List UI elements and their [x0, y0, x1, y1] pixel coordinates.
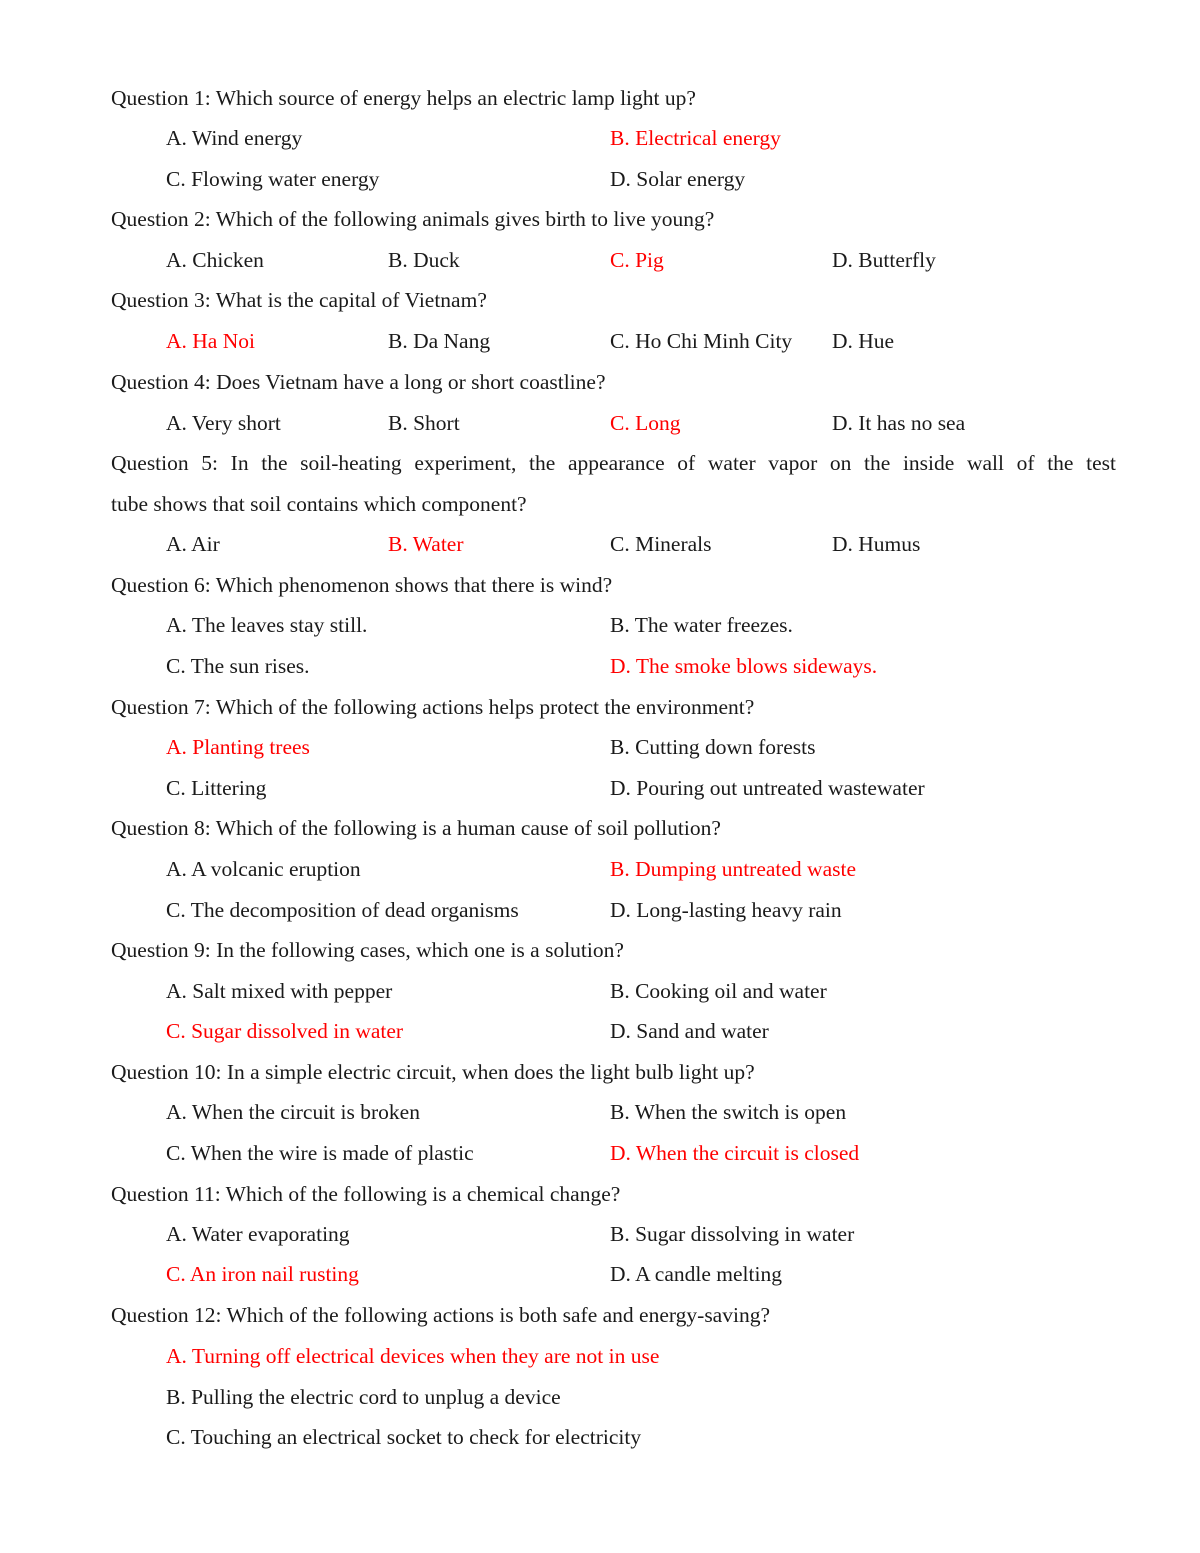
q11-option-d: D. A candle melting [610, 1262, 782, 1286]
q2-option-c-answer: C. Pig [610, 248, 664, 272]
q8-option-a: A. A volcanic eruption [166, 857, 361, 881]
q6-option-b: B. The water freezes. [610, 613, 793, 637]
q12-option-a-answer: A. Turning off electrical devices when they are not in use [166, 1344, 660, 1368]
q10-option-c: C. When the wire is made of plastic [166, 1141, 474, 1165]
q9-option-c-answer: C. Sugar dissolved in water [166, 1019, 404, 1043]
q7-option-b: B. Cutting down forests [610, 735, 816, 759]
q11-option-b: B. Sugar dissolving in water [610, 1222, 855, 1246]
question-4: Question 4: Does Vietnam have a long or short coastline? [111, 370, 606, 394]
q3-option-a-answer: A. Ha Noi [166, 329, 255, 353]
q9-option-b: B. Cooking oil and water [610, 979, 827, 1003]
q4-option-a: A. Very short [166, 411, 281, 435]
q5-option-a: A. Air [166, 532, 220, 556]
question-7: Question 7: Which of the following actions helps protect the environment? [111, 695, 755, 719]
q7-option-c: C. Littering [166, 776, 267, 800]
q11-option-c-answer: C. An iron nail rusting [166, 1262, 359, 1286]
q6-option-d-answer: D. The smoke blows sideways. [610, 654, 878, 678]
q8-option-d: D. Long-lasting heavy rain [610, 898, 842, 922]
q5-option-d: D. Humus [832, 532, 921, 556]
q3-option-d: D. Hue [832, 329, 895, 353]
question-2: Question 2: Which of the following animals gives birth to live young? [111, 207, 715, 231]
q11-option-a: A. Water evaporating [166, 1222, 350, 1246]
q1-option-d: D. Solar energy [610, 167, 746, 191]
question-8: Question 8: Which of the following is a human cause of soil pollution? [111, 816, 721, 840]
q2-option-a: A. Chicken [166, 248, 264, 272]
q4-option-d: D. It has no sea [832, 411, 966, 435]
q12-option-b: B. Pulling the electric cord to unplug a device [166, 1385, 561, 1409]
question-10: Question 10: In a simple electric circuit, when does the light bulb light up? [111, 1060, 755, 1084]
question-5-line-1: Question 5: In the soil-heating experiment, the appearance of water vapor on the inside wall of the test [111, 451, 1116, 475]
q2-option-b: B. Duck [388, 248, 460, 272]
q8-option-c: C. The decomposition of dead organisms [166, 898, 519, 922]
q2-option-d: D. Butterfly [832, 248, 936, 272]
q3-option-b: B. Da Nang [388, 329, 491, 353]
q6-option-a: A. The leaves stay still. [166, 613, 368, 637]
q8-option-b-answer: B. Dumping untreated waste [610, 857, 857, 881]
q1-option-c: C. Flowing water energy [166, 167, 380, 191]
q4-option-c-answer: C. Long [610, 411, 681, 435]
q5-option-c: C. Minerals [610, 532, 712, 556]
q6-option-c: C. The sun rises. [166, 654, 310, 678]
question-1: Question 1: Which source of energy helps an electric lamp light up? [111, 86, 696, 110]
q9-option-a: A. Salt mixed with pepper [166, 979, 393, 1003]
q1-option-a: A. Wind energy [166, 126, 303, 150]
question-9: Question 9: In the following cases, which one is a solution? [111, 938, 624, 962]
q7-option-d: D. Pouring out untreated wastewater [610, 776, 925, 800]
q10-option-a: A. When the circuit is broken [166, 1100, 420, 1124]
question-12: Question 12: Which of the following actions is both safe and energy-saving? [111, 1303, 770, 1327]
question-3: Question 3: What is the capital of Vietnam? [111, 288, 487, 312]
q12-option-c: C. Touching an electrical socket to check for electricity [166, 1425, 642, 1449]
q9-option-d: D. Sand and water [610, 1019, 769, 1043]
q5-option-b-answer: B. Water [388, 532, 464, 556]
q10-option-d-answer: D. When the circuit is closed [610, 1141, 860, 1165]
question-6: Question 6: Which phenomenon shows that there is wind? [111, 573, 613, 597]
q7-option-a-answer: A. Planting trees [166, 735, 310, 759]
q3-option-c: C. Ho Chi Minh City [610, 329, 793, 353]
question-5-line-2: tube shows that soil contains which component? [111, 492, 527, 516]
q10-option-b: B. When the switch is open [610, 1100, 847, 1124]
q4-option-b: B. Short [388, 411, 460, 435]
q1-option-b-answer: B. Electrical energy [610, 126, 781, 150]
question-11: Question 11: Which of the following is a chemical change? [111, 1182, 621, 1206]
